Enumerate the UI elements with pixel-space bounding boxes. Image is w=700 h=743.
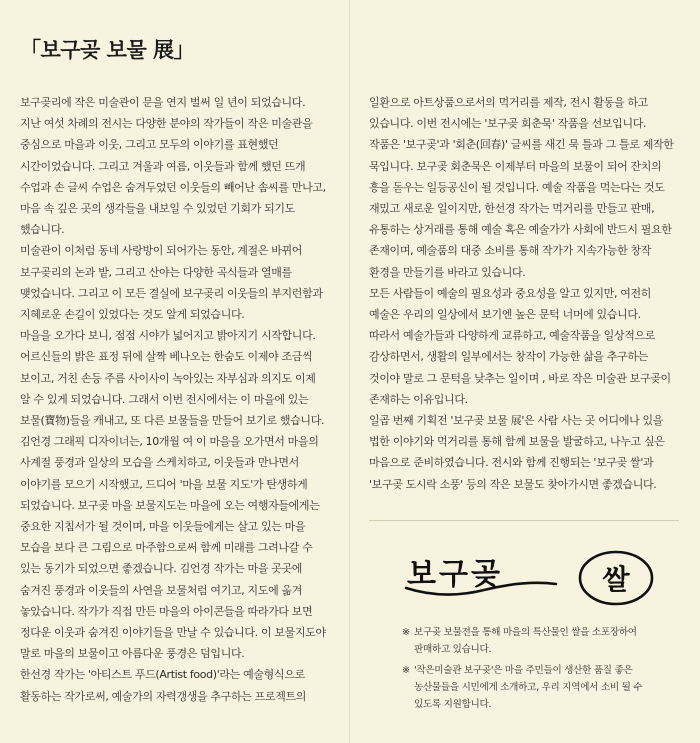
body-text-line: 숨겨진 풍경과 이웃들의 사연을 보물처럼 여기고, 지도에 옮겨 <box>20 583 303 597</box>
body-text-line: 사계절 풍경과 일상의 모습을 스케치하고, 이웃들과 만나면서 <box>20 456 299 470</box>
body-text-line: 활동하는 작가로써, 예술가의 자력갱생을 추구하는 프로젝트의 <box>20 689 307 703</box>
body-text-line: 했습니다. <box>20 223 65 237</box>
body-text-line: 환경을 만들기를 바라고 있습니다. <box>369 265 526 279</box>
body-text-line: 놓았습니다. 작가가 직접 만든 마을의 아이콘들을 따라가다 보면 <box>20 604 313 618</box>
body-text-line: 일곱 번째 기획전 '보구곶 보물 展'은 사람 사는 곳 어디에나 있을 <box>369 414 664 428</box>
body-text-line: 보이고, 거친 손등 주름 사이사이 녹아있는 자부심과 의지도 이제 <box>20 371 316 385</box>
body-text-line: 있습니다. 이번 전시에는 '보구곶 회춘묵' 작품을 선보입니다. <box>369 117 647 131</box>
body-text-line: 보구곶리의 논과 밭, 그리고 산야는 다양한 곡식들과 열매를 <box>20 265 292 279</box>
body-text-line: 정다운 이웃과 숨겨진 이야기들을 만날 수 있습니다. 이 보물지도야 <box>20 626 326 640</box>
note-item <box>402 662 692 713</box>
body-text-line: 존재하는 이유입니다. <box>369 392 468 406</box>
body-text-line: 예술은 우리의 일상에서 보기엔 높은 문턱 너머에 있습니다. <box>369 308 641 322</box>
body-text-line: 마음 속 깊은 곳의 생각들을 내보일 수 있었던 기회가 되기도 <box>20 202 295 216</box>
body-text-line: 미술관이 이처럼 동네 사랑방이 되어가는 동안, 계절은 바뀌어 <box>20 244 303 258</box>
body-text-line: 지난 여섯 차례의 전시는 다양한 분야의 작가들이 작은 미술관을 <box>20 117 313 131</box>
note-item <box>402 624 692 658</box>
body-text-line: 있는 동기가 되었으면 좋겠습니다. 김언경 작가는 마을 곳곳에 <box>20 562 303 576</box>
body-text-line: 되었습니다. 보구곶 마을 보물지도는 마을에 오는 여행자들에게는 <box>20 498 320 512</box>
body-text-line: 보구곶리에 작은 미술관이 문을 연지 벌써 일 년이 되었습니다. <box>20 96 306 109</box>
body-text-line: 지혜로운 손길이 있었다는 것도 알게 되었습니다. <box>20 308 245 322</box>
body-text-line: 중심으로 마을과 이웃, 그리고 모두의 이야기를 표현했던 <box>20 138 279 152</box>
note-text: '작은미술관 보구곶'은 마을 주민들이 생산한 품질 좋은 농산물들을 시민에게 소개하고, 우리 지역에서 소비 될 수 있도록 지원합니다. <box>414 665 643 710</box>
body-text-line: 어르신들의 밝은 표정 뒤에 살짝 베나오는 한숨도 이제야 조금씩 <box>20 350 313 364</box>
body-text-line: 일환으로 아트상품으로서의 먹거리를 제작, 전시 활동을 하고 <box>369 96 648 109</box>
page-title: 「보구곶 보물 展」 <box>20 38 195 62</box>
body-text-line: 재밌고 새로운 일이지만, 한선경 작가는 먹거리를 만들고 판매, <box>369 202 655 216</box>
logo-wordmark: 보구곶 <box>407 557 503 592</box>
column-divider <box>349 0 350 743</box>
body-text-line: 보물(寶物)들을 캐내고, 또 다른 보물들을 만들어 보기로 했습니다. <box>20 414 325 428</box>
bogugot-rice-logo <box>404 544 674 610</box>
body-text-line: 말로 마을의 보물이고 아름다운 풍경은 덤입니다. <box>20 647 245 661</box>
left-column <box>20 92 340 707</box>
body-text-line: 수업과 손 글씨 수업은 숨겨두었던 이웃들의 빼어난 솜씨를 만나고, <box>20 180 326 194</box>
note-mark: ※ <box>402 665 410 676</box>
body-text-line: 묵입니다. 보구곶 회춘묵은 이제부터 마을의 보물이 되어 잔치의 <box>369 159 662 173</box>
body-text-line: 작품은 '보구곶'과 '회춘(回春)' 글씨를 새긴 묵 틀과 그 틀로 제작한 <box>369 138 674 152</box>
body-text-line: 알 수 있게 되었습니다. 그래서 이번 전시에서는 이 마을에 있는 <box>20 392 309 406</box>
body-text-line: 따라서 예술가들과 다양하게 교류하고, 예술작품을 일상적으로 <box>369 329 656 343</box>
body-text-line: 중요한 지침서가 될 것이며, 마을 이웃들에게는 살고 있는 마을 <box>20 520 306 534</box>
body-text-line: 존재이며, 예술품의 대중 소비를 통해 작가가 지속가능한 창작 <box>369 244 652 258</box>
body-text-line: 법한 이야기와 먹거리를 통해 함께 보물을 발굴하고, 나누고 싶은 <box>369 435 665 449</box>
body-text-line: 시간이었습니다. 그리고 겨울과 여름, 이웃들과 함께 했던 뜨개 <box>20 159 306 173</box>
logo-badge-text: 쌀 <box>602 563 630 596</box>
body-text-line: '보구곶 도시락 소풍' 등의 작은 보물도 찾아가시면 좋겠습니다. <box>369 477 657 491</box>
right-column <box>369 92 681 495</box>
body-text-line: 한선경 작가는 '아티스트 푸드(Artist food)'라는 예술형식으로 <box>20 668 305 682</box>
body-text-line: 것이야 말로 그 문턱을 낮추는 일이며 , 바로 작은 미술관 보구곶이 <box>369 371 671 385</box>
body-text-line: 마음으로 준비하였습니다. 전시와 함께 진행되는 '보구곶 쌀'과 <box>369 456 654 470</box>
body-text-line: 이야기를 모으기 시작했고, 드디어 '마을 보물 지도'가 탄생하게 <box>20 477 308 491</box>
body-text-line: 모습을 보다 큰 그림으로 마주함으로써 함께 미래를 그려나갈 수 <box>20 541 313 555</box>
body-text-line: 모든 사람들이 예술의 필요성과 중요성을 알고 있지만, 여전히 <box>369 286 652 300</box>
body-text-line: 김언경 그래픽 디자이너는, 10개월 여 이 마을을 오가면서 마을의 <box>20 435 319 449</box>
body-text-line: 마을을 오가다 보니, 점점 시야가 넓어지고 밝아지기 시작합니다. <box>20 329 316 343</box>
section-divider <box>369 520 679 521</box>
body-text-line: 유통하는 상거래를 통해 예술 혹은 예술가가 사회에 반드시 필요한 <box>369 223 672 237</box>
note-text: 보구곶 보물전을 통해 마을의 특산물인 쌀을 소포장하여 판매하고 있습니다. <box>414 627 637 655</box>
body-text-line: 감상하면서, 생활의 일부에서는 창작이 가능한 삶을 추구하는 <box>369 350 648 364</box>
notes <box>402 624 692 713</box>
note-mark: ※ <box>402 627 410 638</box>
body-text-line: 흥을 돋우는 일등공신이 될 것입니다. 예술 작품을 먹는다는 것도 <box>369 180 665 194</box>
body-text-line: 맺었습니다. 그리고 이 모든 결실에 보구곶리 이웃들의 부지런함과 <box>20 286 323 300</box>
